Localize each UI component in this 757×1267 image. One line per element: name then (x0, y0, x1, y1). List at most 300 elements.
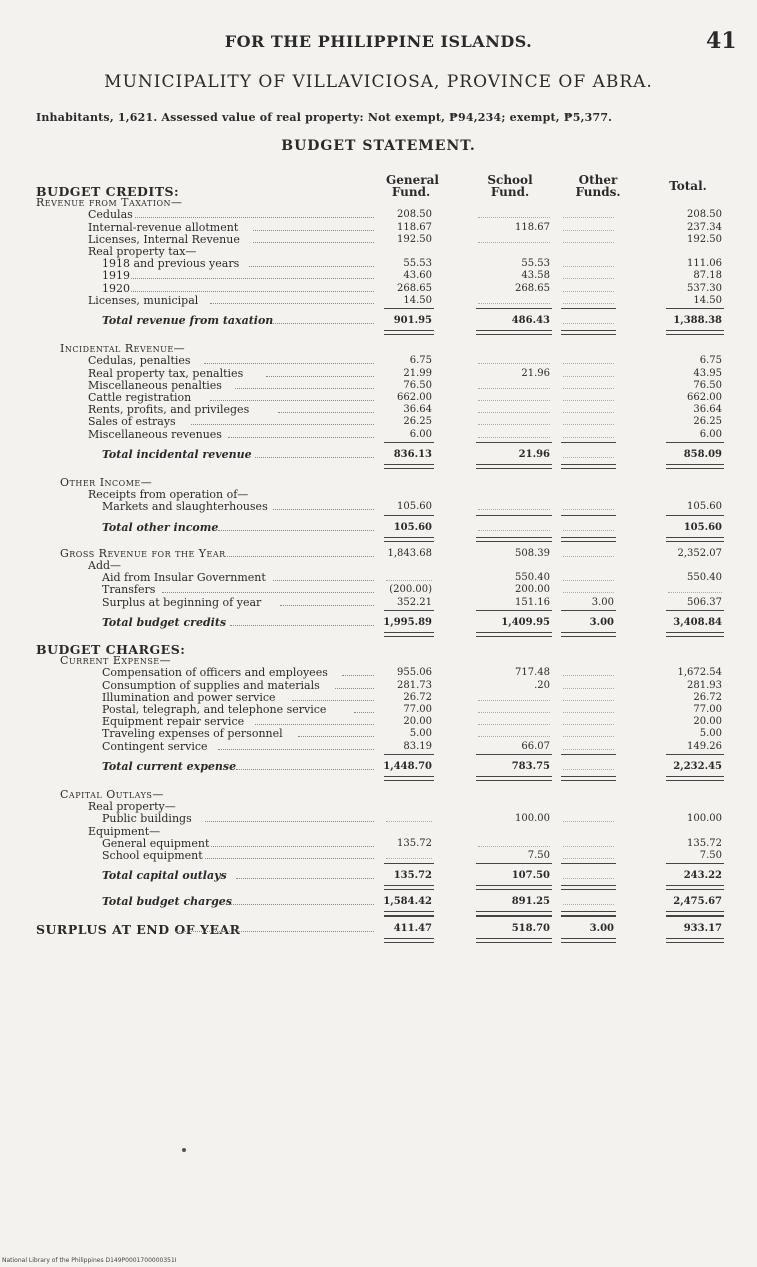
column-rule (476, 610, 552, 611)
leader-dots (280, 605, 374, 606)
blank-cell (563, 278, 614, 279)
leader-dots (135, 217, 374, 218)
blank-cell (478, 400, 550, 401)
blank-cell (478, 388, 550, 389)
column-header-line: Total. (669, 179, 707, 193)
row-label: Sales of estrays (88, 415, 176, 429)
amount-cell: 135.72 (393, 870, 432, 882)
blank-cell (563, 878, 614, 879)
column-rule (476, 863, 552, 864)
amount-cell: 2,475.67 (673, 896, 722, 908)
amount-cell: 26.72 (403, 691, 432, 703)
column-rule (561, 889, 616, 890)
blank-cell (563, 363, 614, 364)
blank-cell (478, 736, 550, 737)
amount-cell: 208.50 (687, 209, 722, 221)
amount-cell: 151.16 (515, 596, 550, 608)
column-double-rule (666, 776, 724, 781)
amount-cell: 135.72 (397, 837, 432, 849)
amount-cell: 3.00 (589, 616, 614, 628)
amount-cell: 36.64 (403, 404, 432, 416)
amount-cell: 43.95 (693, 367, 722, 379)
column-double-rule (476, 330, 552, 335)
leader-dots (210, 303, 374, 304)
amount-cell: 105.60 (393, 521, 432, 533)
amount-cell: 1,584.42 (383, 896, 432, 908)
amount-cell: 537.30 (687, 282, 722, 294)
blank-cell (563, 217, 614, 218)
row-label: Equipment repair service (102, 715, 245, 729)
amount-cell: 268.65 (515, 282, 550, 294)
leader-dots (342, 675, 374, 676)
amount-cell: 1,409.95 (501, 616, 550, 628)
row-label: Revenue from Taxation— (36, 196, 183, 210)
column-rule (476, 308, 552, 309)
amount-cell: 111.06 (687, 258, 722, 270)
column-rule (476, 515, 552, 516)
amount-cell: 508.39 (515, 547, 550, 559)
column-rule (561, 916, 616, 917)
page-number: 41 (706, 28, 737, 54)
blank-cell (478, 242, 550, 243)
amount-cell: 2,232.45 (673, 760, 722, 772)
amount-cell: 6.75 (699, 355, 722, 367)
amount-cell: 3.00 (591, 596, 614, 608)
blank-cell (563, 376, 614, 377)
column-double-rule (666, 632, 724, 637)
row-label: Gross Revenue for the Year (60, 546, 226, 560)
row-label: Licenses, municipal (88, 293, 199, 307)
amount-cell: 268.65 (397, 282, 432, 294)
amount-cell: 107.50 (511, 870, 550, 882)
row-label: Real property— (88, 800, 176, 814)
row-label: Cattle registration (88, 391, 192, 404)
blank-cell (563, 846, 614, 847)
ledger-row (0, 740, 757, 754)
column-header-line: School (487, 173, 533, 187)
amount-cell: 100.00 (687, 813, 722, 825)
ledger-row (0, 596, 757, 610)
row-label: 1920 (102, 281, 130, 295)
amount-cell: 3.00 (589, 922, 614, 934)
blank-cell (563, 412, 614, 413)
column-rule (666, 754, 724, 755)
row-label: Internal-revenue allotment (88, 220, 239, 234)
ledger-row (0, 760, 757, 774)
column-rule (384, 889, 434, 890)
row-label: Total other income (102, 520, 219, 534)
row-label: Aid from Insular Government (102, 571, 266, 585)
row-label: Real property tax, penalties (88, 366, 244, 380)
municipality-title: MUNICIPALITY OF VILLAVICIOSA, PROVINCE OF ABRA. (104, 72, 653, 92)
amount-cell: 26.72 (693, 691, 722, 703)
column-double-rule (384, 776, 434, 781)
row-label: 1919 (102, 269, 130, 283)
row-label: Surplus at beginning of year (102, 595, 262, 609)
blank-cell (563, 700, 614, 701)
row-label: Incidental Revenue— (60, 342, 186, 356)
row-label: Real property tax— (88, 245, 197, 258)
column-double-rule (384, 537, 434, 542)
blank-cell (478, 424, 550, 425)
leader-dots (211, 846, 374, 847)
amount-cell: 411.47 (393, 922, 432, 934)
amount-cell: 281.93 (687, 679, 722, 691)
blank-cell (563, 556, 614, 557)
amount-cell: 352.21 (397, 596, 432, 608)
column-double-rule (476, 776, 552, 781)
leader-dots (131, 291, 374, 292)
leader-dots (253, 242, 374, 243)
leader-dots (266, 376, 374, 377)
amount-cell: 66.07 (521, 740, 550, 752)
amount-cell: 76.50 (403, 379, 432, 391)
row-label: Cedulas, penalties (88, 354, 191, 368)
amount-cell: 933.17 (683, 922, 722, 934)
row-label: BUDGET CREDITS: (36, 184, 180, 199)
amount-cell: 77.00 (693, 704, 722, 715)
blank-cell (563, 437, 614, 438)
amount-cell: 486.43 (511, 315, 550, 326)
column-double-rule (476, 537, 552, 542)
leader-dots (236, 878, 374, 879)
amount-cell: 3,408.84 (673, 616, 722, 628)
blank-cell (478, 700, 550, 701)
column-rule (561, 754, 616, 755)
blank-cell (478, 712, 550, 713)
leader-dots (255, 457, 374, 458)
column-double-rule (384, 938, 434, 943)
blank-cell (563, 424, 614, 425)
blank-cell (563, 323, 614, 324)
column-rule (476, 916, 552, 917)
ledger-row (0, 314, 757, 328)
blank-cell (563, 266, 614, 267)
leader-dots (292, 700, 374, 701)
column-rule (666, 515, 724, 516)
row-label: Equipment— (88, 824, 161, 838)
inhabitants-line: Inhabitants, 1,621. Assessed value of real property: Not exempt, ₱94,234; exempt, ₱5,377. (36, 111, 613, 124)
amount-cell: 6.75 (409, 355, 432, 367)
leader-dots (230, 625, 374, 626)
amount-cell: 105.60 (683, 521, 722, 533)
amount-cell: 6.00 (699, 428, 722, 440)
column-double-rule (561, 537, 616, 542)
amount-cell: 5.00 (699, 728, 722, 740)
blank-cell (478, 303, 550, 304)
row-label: School equipment (102, 849, 203, 862)
column-rule (384, 916, 434, 917)
amount-cell: 192.50 (687, 233, 722, 245)
row-label: Total budget charges (102, 895, 232, 909)
ledger-row (0, 869, 757, 883)
ledger-row (0, 895, 757, 909)
row-label: Miscellaneous penalties (88, 378, 222, 392)
blank-cell (478, 217, 550, 218)
amount-cell: 55.53 (521, 258, 550, 270)
leader-dots (255, 724, 374, 725)
blank-cell (478, 363, 550, 364)
column-rule (384, 442, 434, 443)
column-rule (384, 610, 434, 611)
row-label: Illumination and power service (102, 690, 276, 704)
column-double-rule (666, 464, 724, 469)
blank-cell (478, 509, 550, 510)
amount-cell: 237.34 (687, 221, 722, 233)
amount-cell: 6.00 (409, 428, 432, 440)
leader-dots (335, 688, 374, 689)
row-label: General equipment (102, 836, 210, 850)
blank-cell (478, 412, 550, 413)
blank-cell (563, 736, 614, 737)
leader-dots (236, 769, 374, 770)
amount-cell: 77.00 (403, 704, 432, 715)
row-label: Transfers (102, 583, 156, 597)
amount-cell: 192.50 (397, 233, 432, 245)
leader-dots (225, 556, 374, 557)
blank-cell (563, 242, 614, 243)
leader-dots (249, 266, 374, 267)
column-double-rule (561, 632, 616, 637)
leader-dots (298, 736, 374, 737)
amount-cell: 858.09 (683, 448, 722, 460)
leader-dots (273, 509, 374, 510)
amount-cell: 14.50 (403, 294, 432, 306)
amount-cell: 783.75 (511, 760, 550, 772)
column-header-line: Other (578, 173, 618, 187)
blank-cell (563, 592, 614, 593)
amount-cell: 1,448.70 (383, 760, 432, 772)
leader-dots (204, 363, 374, 364)
amount-cell: 281.73 (397, 679, 432, 691)
ledger-row (0, 849, 757, 863)
scan-credit: National Library of the Philippines D149P0001700000351I (2, 1257, 177, 1264)
column-double-rule (561, 330, 616, 335)
row-label: Licenses, Internal Revenue (88, 232, 240, 246)
blank-cell (386, 580, 432, 581)
blank-cell (563, 457, 614, 458)
amount-cell: 901.95 (393, 315, 432, 326)
ledger-row (0, 616, 757, 630)
row-label: Contingent service (102, 739, 208, 753)
column-double-rule (561, 464, 616, 469)
row-label: 1918 and previous years (102, 257, 240, 271)
column-double-rule (384, 632, 434, 637)
column-header-line: Fund. (490, 185, 530, 199)
row-label: Traveling expenses of personnel (102, 727, 283, 741)
amount-cell: 20.00 (403, 716, 432, 728)
blank-cell (386, 821, 432, 822)
amount-cell: 1,843.68 (387, 547, 432, 559)
blank-cell (563, 712, 614, 713)
row-label: Markets and slaughterhouses (102, 500, 268, 514)
amount-cell: 836.13 (393, 448, 432, 460)
amount-cell: 21.99 (403, 367, 432, 379)
leader-dots (218, 749, 374, 750)
amount-cell: 550.40 (687, 572, 722, 584)
column-double-rule (476, 938, 552, 943)
amount-cell: 26.25 (693, 416, 722, 428)
amount-cell: 135.72 (687, 837, 722, 849)
leader-dots (176, 931, 374, 932)
column-double-rule (666, 330, 724, 335)
leader-dots (273, 323, 374, 324)
leader-dots (273, 580, 374, 581)
amount-cell: 118.67 (397, 221, 432, 233)
amount-cell: 243.22 (683, 870, 722, 882)
column-rule (384, 515, 434, 516)
column-rule (666, 889, 724, 890)
row-label: Add— (88, 559, 122, 572)
leader-dots (205, 821, 374, 822)
blank-cell (563, 769, 614, 770)
leader-dots (278, 412, 374, 413)
row-label: Receipts from operation of— (88, 488, 249, 502)
blank-cell (563, 291, 614, 292)
column-double-rule (561, 776, 616, 781)
row-label: Total revenue from taxation (102, 314, 274, 327)
column-rule (384, 754, 434, 755)
column-rule (561, 308, 616, 309)
amount-cell: 43.60 (403, 270, 432, 282)
amount-cell: (200.00) (389, 584, 432, 596)
amount-cell: 14.50 (693, 294, 722, 306)
blank-cell (563, 530, 614, 531)
row-label: Cedulas (88, 208, 133, 222)
amount-cell: 662.00 (397, 392, 432, 403)
blank-cell (668, 592, 722, 593)
blank-cell (563, 580, 614, 581)
amount-cell: 7.50 (699, 850, 722, 861)
amount-cell: 149.26 (687, 740, 722, 752)
row-label: Public buildings (102, 812, 192, 826)
amount-cell: 100.00 (515, 813, 550, 825)
column-rule (476, 442, 552, 443)
amount-cell: 506.37 (687, 596, 722, 608)
leader-dots (162, 592, 374, 593)
amount-cell: 55.53 (403, 258, 432, 270)
column-rule (666, 610, 724, 611)
leader-dots (354, 712, 374, 713)
row-label: Capital Outlays— (60, 788, 164, 801)
amount-cell: 43.58 (521, 270, 550, 282)
ledger-row (0, 922, 757, 936)
amount-cell: 36.64 (693, 404, 722, 416)
column-rule (561, 610, 616, 611)
amount-cell: 5.00 (409, 728, 432, 740)
amount-cell: 1,995.89 (383, 616, 432, 628)
amount-cell: 1,672.54 (677, 667, 722, 679)
row-label: Total capital outlays (102, 869, 227, 883)
blank-cell (386, 858, 432, 859)
amount-cell: 87.18 (693, 270, 722, 282)
amount-cell: .20 (534, 679, 550, 691)
row-label: SURPLUS AT END OF YEAR (36, 921, 241, 937)
blank-cell (478, 437, 550, 438)
column-rule (476, 889, 552, 890)
leader-dots (235, 388, 374, 389)
amount-cell: 20.00 (693, 716, 722, 728)
column-rule (666, 863, 724, 864)
paper-speck (182, 1148, 186, 1152)
blank-cell (563, 230, 614, 231)
column-double-rule (666, 537, 724, 542)
leader-dots (131, 278, 374, 279)
blank-cell (563, 904, 614, 905)
row-label: Compensation of officers and employees (102, 666, 328, 680)
blank-cell (478, 724, 550, 725)
amount-cell: 105.60 (687, 501, 722, 513)
row-label: Total budget credits (102, 615, 227, 629)
row-label: Current Expense— (60, 654, 172, 668)
blank-cell (478, 846, 550, 847)
row-label: Other Income— (60, 476, 153, 489)
column-rule (561, 442, 616, 443)
row-label: Miscellaneous revenues (88, 427, 222, 441)
row-label: Total current expense (102, 759, 237, 773)
amount-cell: 26.25 (403, 416, 432, 428)
ledger-row (0, 448, 757, 462)
column-rule (666, 442, 724, 443)
blank-cell (563, 749, 614, 750)
ledger-row (0, 521, 757, 535)
amount-cell: 83.19 (403, 740, 432, 752)
blank-cell (563, 509, 614, 510)
blank-cell (563, 675, 614, 676)
amount-cell: 550.40 (515, 572, 550, 584)
amount-cell: 118.67 (515, 221, 550, 233)
amount-cell: 200.00 (515, 584, 550, 596)
column-rule (666, 916, 724, 917)
row-label: Consumption of supplies and materials (102, 678, 320, 692)
blank-cell (563, 303, 614, 304)
row-label: Rents, profits, and privileges (88, 403, 250, 417)
column-double-rule (384, 464, 434, 469)
blank-cell (563, 858, 614, 859)
statement-title: BUDGET STATEMENT. (281, 138, 476, 154)
column-rule (561, 863, 616, 864)
leader-dots (228, 437, 374, 438)
column-double-rule (476, 464, 552, 469)
blank-cell (563, 821, 614, 822)
running-head: FOR THE PHILIPPINE ISLANDS. (224, 32, 533, 51)
column-header-line: Fund. (391, 185, 431, 199)
amount-cell: 717.48 (515, 667, 550, 679)
ledger-row (0, 294, 757, 308)
column-double-rule (561, 938, 616, 943)
amount-cell: 518.70 (511, 922, 550, 934)
amount-cell: 891.25 (511, 896, 550, 908)
column-rule (561, 515, 616, 516)
column-header-line: General (386, 173, 439, 187)
ledger-row (0, 500, 757, 514)
amount-cell: 955.06 (397, 667, 432, 679)
column-double-rule (384, 330, 434, 335)
column-double-rule (666, 938, 724, 943)
column-header-line: Funds. (575, 185, 621, 199)
amount-cell: 21.96 (521, 367, 550, 379)
column-rule (384, 863, 434, 864)
amount-cell: 1,388.38 (673, 315, 722, 326)
blank-cell (563, 724, 614, 725)
amount-cell: 7.50 (527, 850, 550, 861)
blank-cell (563, 688, 614, 689)
leader-dots (218, 530, 374, 531)
blank-cell (563, 388, 614, 389)
leader-dots (191, 424, 374, 425)
row-label: BUDGET CHARGES: (36, 642, 186, 657)
ledger-row (0, 428, 757, 442)
